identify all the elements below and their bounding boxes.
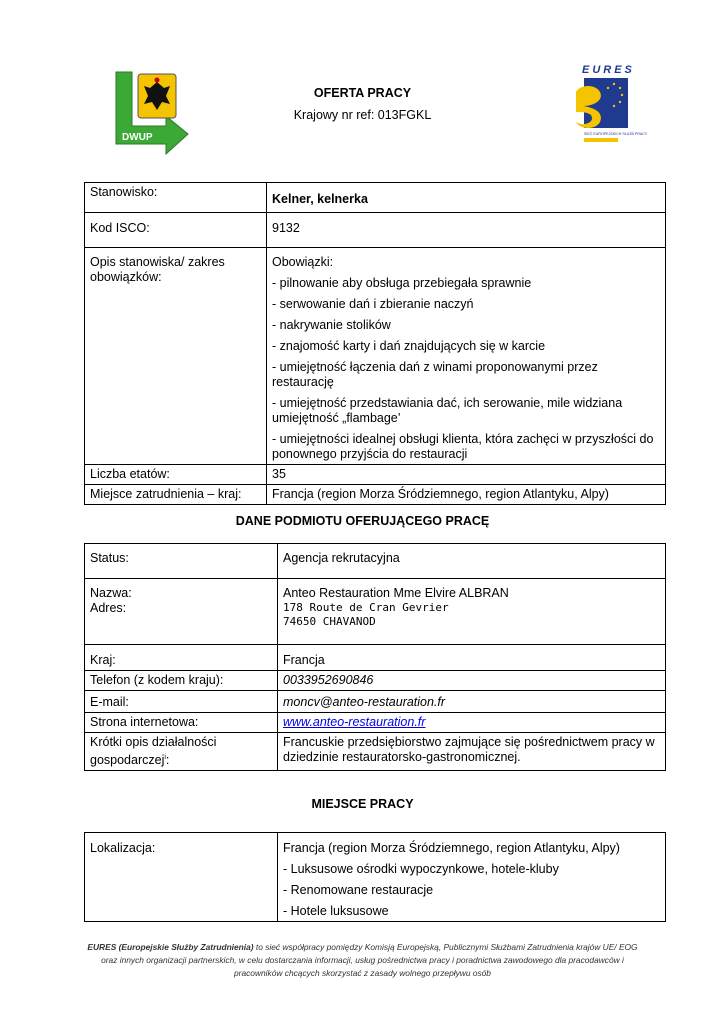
website-cell [278,713,666,733]
job-details-table [84,182,666,505]
status-label: Status: [85,544,278,579]
status-value: Agencja rekrutacyjna [278,544,666,579]
activity-value: Francuskie przedsiębiorstwo zajmujące się pośrednictwem pracy w dziedzinie restauratorsko-gastronomicznej. [278,733,666,771]
positions-count-label: Liczba etatów: [85,465,267,485]
duty-item: - umiejętność przedstawiania dać, ich serowanie, mile widziana umiejętność „flambage’ [272,396,623,425]
name-address-label [85,579,278,645]
workplace-section-title: MIEJSCE PRACY [311,797,414,811]
table-row [85,544,666,579]
table-row [85,248,666,465]
position-label: Stanowisko: [85,183,267,213]
name-label: Nazwa: [90,586,132,600]
table-row [85,465,666,485]
country-label: Kraj: [85,645,278,671]
localization-item: - Luksusowe ośrodki wypoczynkowe, hotele-kluby [283,862,559,876]
activity-label [85,733,278,771]
table-row [85,833,666,922]
table-row [85,485,666,505]
table-row [85,713,666,733]
position-value [267,183,666,213]
duties-heading: Obowiązki: [272,255,334,269]
duties-cell [267,248,666,465]
table-row [85,733,666,771]
table-row [85,691,666,713]
localization-cell [278,833,666,922]
activity-label-text: Krótki opis działalności gospodarczej [90,735,217,768]
employer-section-title: DANE PODMIOTU OFERUJĄCEGO PRACĘ [235,514,490,528]
localization-item: - Hotele luksusowe [283,904,389,918]
footnote-marker: i [164,754,166,761]
email-label: E-mail: [85,691,278,713]
address-line-2: 74650 CHAVANOD [283,615,376,628]
table-row [85,213,666,248]
localization-label: Lokalizacja: [85,833,278,922]
isco-label: Kod ISCO: [85,213,267,248]
table-row [85,183,666,213]
name-address-value [278,579,666,645]
address-label: Adres: [90,601,127,615]
address-line-1: 178 Route de Cran Gevrier [283,601,449,614]
eures-logo-text: EURES [582,64,635,76]
country-value: Francja [278,645,666,671]
table-row [85,671,666,691]
eures-logo-sub: SIEĆ EUROPEJSKICH SŁUŻB PRACY [584,132,648,136]
website-link[interactable]: www.anteo-restauration.fr [283,715,426,729]
activity-label-colon: : [165,753,170,768]
footer-note [80,941,645,980]
position-value-text: Kelner, kelnerka [272,192,368,206]
footer-eures-name: EURES (Europejskie Służby Zatrudnienia) [87,942,254,952]
email-value[interactable]: moncv@anteo-restauration.fr [278,691,666,713]
table-row [85,579,666,645]
phone-label: Telefon (z kodem kraju): [85,671,278,691]
name-value: Anteo Restauration Mme Elvire ALBRAN [283,586,509,600]
duty-item: - umiejętności idealnej obsługi klienta, która zachęci w przyszłości do ponownego przyjścia do restauracji [272,432,654,461]
duties-label: Opis stanowiska/ zakres obowiązków: [85,248,267,465]
duty-item: - nakrywanie stolików [272,318,391,332]
employment-location-label: Miejsce zatrudnienia – kraj: [85,485,267,505]
phone-value: 0033952690846 [278,671,666,691]
isco-value: 9132 [267,213,666,248]
localization-item: Francja (region Morza Śródziemnego, region Atlantyku, Alpy) [283,841,620,855]
eures-logo [570,62,648,146]
duty-item: - serwowanie dań i zbieranie naczyń [272,297,474,311]
positions-count-value: 35 [267,465,666,485]
document-title: OFERTA PRACY [313,86,412,100]
duty-item: - znajomość karty i dań znajdujących się w karcie [272,339,546,353]
employment-location-value: Francja (region Morza Śródziemnego, region Atlantyku, Alpy) [267,485,666,505]
workplace-table [84,832,666,922]
reference-number: Krajowy nr ref: 013FGKL [293,108,432,122]
footer-text: to sieć współpracy pomiędzy Komisją Europejską, Publicznymi Służbami Zatrudnienia krajów UE/ EOG oraz innych organizacji partnerskich, w celu dostarczania informacji, usług pośrednictwa pracy i poradnictwa zawodowego dla pracodawców i pracowników chcących skorzystać z zasady wolnego przepływu osób [101,942,638,978]
localization-item: - Renomowane restauracje [283,883,434,897]
website-label: Strona internetowa: [85,713,278,733]
employer-table [84,543,666,771]
dwup-logo-text: DWUP [122,132,153,143]
table-row [85,645,666,671]
duty-item: - pilnowanie aby obsługa przebiegała sprawnie [272,276,532,290]
duty-item: - umiejętność łączenia dań z winami proponowanymi przez restaurację [272,360,598,389]
